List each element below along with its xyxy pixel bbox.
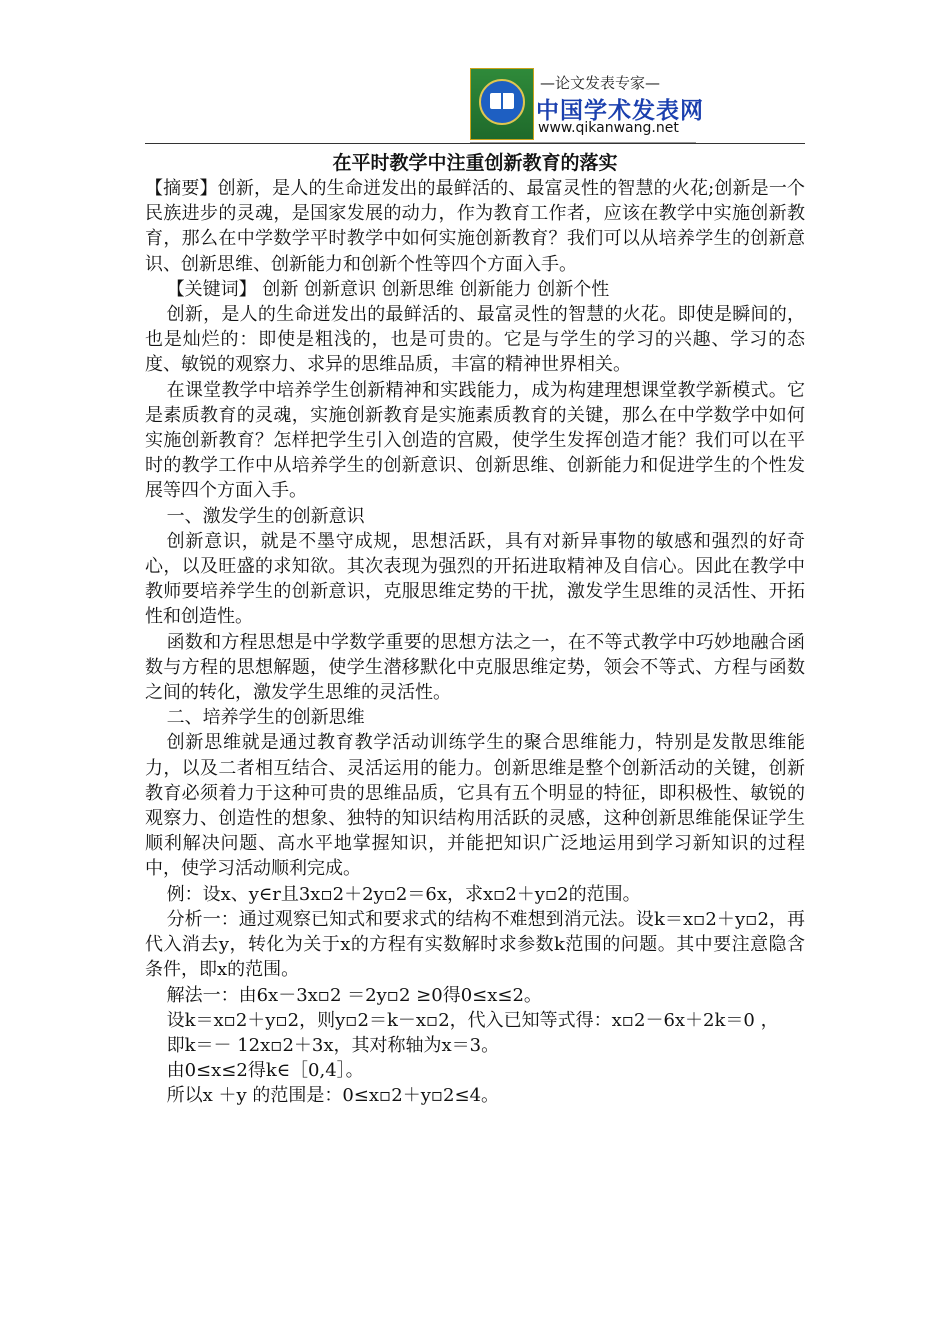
site-header	[470, 68, 704, 143]
analysis: 分析一：通过观察已知式和要求式的结构不难想到消元法。设k＝x▫2＋y▫2，再代入消去y，转化为关于x的方程有实数解时求参数k范围的问题。其中要注意隐含条件，即x的范围。	[145, 908, 805, 981]
paragraph: 创新思维就是通过教育教学活动训练学生的聚合思维能力，特别是发散思维能力，以及二者相互结合、灵活运用的能力。创新思维是整个创新活动的关键，创新教育必须着力于这种可贵的思维品质，它具有五个明显的特征，即积极性、敏锐的观察力、创造性的想象、独特的知识结构用活跃的灵感，这种创新思维能保证学生顺利解决问题、高水平地掌握知识，并能把知识广泛地运用到学习新知识的过程中，使学习活动顺利完成。	[145, 732, 805, 880]
section-heading: 一、激发学生的创新意识	[166, 505, 365, 527]
abstract: 【摘要】创新，是人的生命迸发出的最鲜活的、最富灵性的智慧的火花;创新是一个民族进步的灵魂，是国家发展的动力，作为教育工作者，应该在教学中实施创新教育，那么在中学数学平时教学中如何实施创新教育？我们可以从培养学生的创新意识、创新思维、创新能力和创新个性等四个方面入手。	[145, 178, 805, 275]
brand-name: 中国学术发表网	[536, 98, 704, 124]
solution-line: 即k＝－ 12x▫2＋3x，其对称轴为x＝3。	[166, 1034, 500, 1056]
paragraph: 函数和方程思想是中学数学重要的思想方法之一，在不等式教学中巧妙地融合函数与方程的思想解题，使学生潜移默化中克服思维定势，领会不等式、方程与函数之间的转化，激发学生思维的灵活性。	[145, 631, 805, 704]
paragraph: 在课堂教学中培养学生创新精神和实践能力，成为构建理想课堂教学新模式。它是素质教育的灵魂，实施创新教育是实施素质教育的关键，那么在中学数学中如何实施创新教育？怎样把学生引入创造的宫殿，使学生发挥创造才能？我们可以在平时的教学工作中从培养学生的创新意识、创新思维、创新能力和促进学生的个性发展等四个方面入手。	[145, 379, 805, 502]
paragraph: 创新，是人的生命迸发出的最鲜活的、最富灵性的智慧的火花。即使是瞬间的，也是灿烂的：即使是粗浅的，也是可贵的。它是与学生的学习的兴趣、学习的态度、敏锐的观察力、求异的思维品质，丰富的精神世界相关。	[145, 304, 805, 376]
solution-line: 设k＝x▫2＋y▫2，则y▫2＝k－x▫2，代入已知等式得：x▫2－6x＋2k＝0 ，	[166, 1009, 779, 1031]
section-heading: 二、培养学生的创新思维	[166, 707, 365, 729]
keywords: 【关键词】 创新 创新意识 创新思维 创新能力 创新个性	[166, 278, 610, 300]
site-logo-emblem	[470, 68, 534, 140]
solution-line: 所以x ＋y 的范围是：0≤x▫2＋y▫2≤4。	[166, 1085, 500, 1107]
brand-url: www.qikanwang.net	[538, 120, 679, 136]
paragraph: 创新意识，就是不墨守成规，思想活跃，具有对新异事物的敏感和强烈的好奇心，以及旺盛的求知欲。其次表现为强烈的开拓进取精神及自信心。因此在教学中教师要培养学生的创新意识，克服思维定势的干扰，激发学生思维的灵活性、开拓性和创造性。	[145, 530, 805, 628]
brand-tagline: —论文发表专家—	[540, 74, 661, 92]
example: 例：设x、y∈r且3x▫2＋2y▫2＝6x，求x▫2＋y▫2的范围。	[166, 883, 641, 905]
book-icon	[490, 93, 514, 109]
solution-line: 解法一：由6x－3x▫2 ＝2y▫2 ≥0得0≤x≤2。	[166, 984, 542, 1006]
article-body	[145, 176, 805, 1109]
solution-line: 由0≤x≤2得k∈［0,4］。	[166, 1060, 364, 1082]
header-divider	[145, 143, 805, 144]
article-title: 在平时教学中注重创新教育的落实	[332, 152, 618, 174]
